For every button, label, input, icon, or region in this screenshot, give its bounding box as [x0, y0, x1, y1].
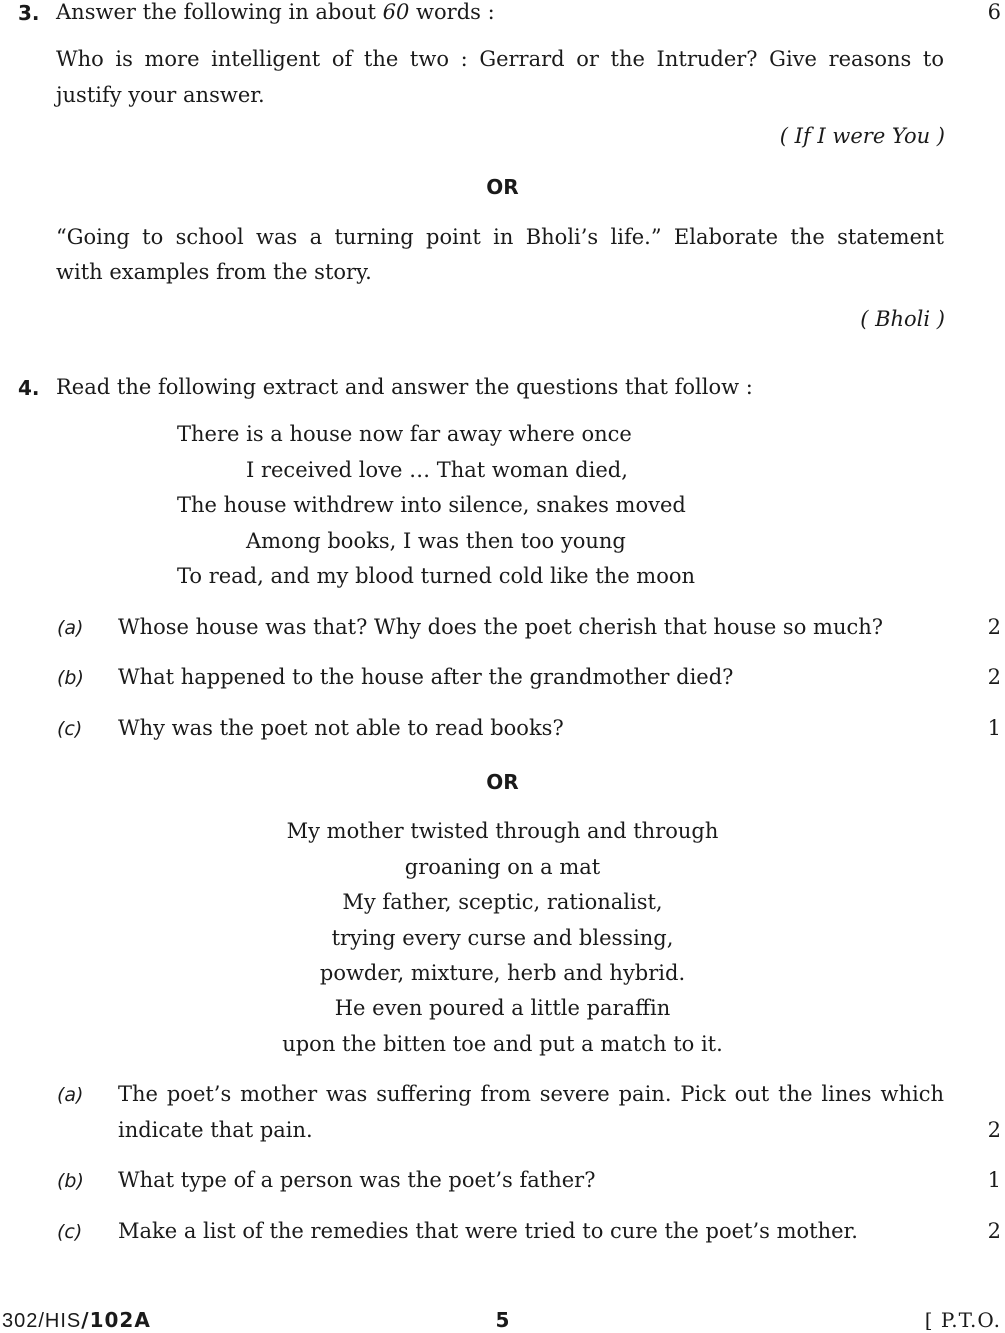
extract1-line: There is a house now far away where once: [177, 422, 632, 446]
question-number-4: 4.: [18, 376, 40, 400]
q4-2a-label: (a): [57, 1084, 84, 1106]
q4-1b-label: (b): [57, 667, 84, 689]
extract2-line: powder, mixture, herb and hybrid.: [319, 961, 686, 985]
q3-option2-line2: with examples from the story.: [56, 260, 372, 284]
q3-option1-line1: Who is more intelligent of the two : Gerrard or the Intruder? Give reasons to: [56, 47, 944, 71]
q4-2c-text: Make a list of the remedies that were tried to cure the poet’s mother.: [118, 1219, 858, 1243]
q3-marks: 6: [987, 0, 1001, 24]
pto-label: [ P.T.O.: [924, 1308, 1001, 1332]
q4-1c-text: Why was the poet not able to read books?: [118, 716, 564, 740]
q4-instruction: Read the following extract and answer the questions that follow :: [56, 375, 753, 399]
q4-1b-marks: 2: [987, 665, 1001, 689]
q4-2c-label: (c): [57, 1221, 83, 1243]
q3-instruction: [56, 0, 495, 24]
q3-option1-source: ( If I were You ): [779, 124, 945, 148]
q4-1b-text: What happened to the house after the grandmother died?: [118, 665, 734, 689]
question-number-3: 3.: [18, 1, 40, 25]
paper-code-prefix: 302/HIS: [2, 1310, 82, 1332]
q4-1a-text: Whose house was that? Why does the poet cherish that house so much?: [118, 615, 884, 639]
q4-1c-marks: 1: [987, 716, 1001, 740]
q4-2a-marks: 2: [987, 1118, 1001, 1142]
extract2-line: groaning on a mat: [404, 855, 601, 879]
extract2-line: He even poured a little paraffin: [334, 996, 671, 1020]
q3-option1-line2: justify your answer.: [56, 83, 265, 107]
q4-2a-text-line1: The poet’s mother was suffering from severe pain. Pick out the lines which: [118, 1082, 944, 1106]
q3-instruction-post: words :: [409, 0, 495, 24]
page-number: 5: [495, 1308, 510, 1332]
q4-or-divider: OR: [486, 770, 519, 794]
q4-2a-text-line2: indicate that pain.: [118, 1118, 313, 1142]
q4-2b-marks: 1: [987, 1168, 1001, 1192]
extract2-line: trying every curse and blessing,: [331, 926, 674, 950]
q4-1c-label: (c): [57, 718, 83, 740]
extract2-line: My mother twisted through and through: [286, 819, 719, 843]
q4-1a-label: (a): [57, 617, 84, 639]
q4-2b-text: What type of a person was the poet’s father?: [118, 1168, 596, 1192]
extract1-line: The house withdrew into silence, snakes moved: [177, 493, 686, 517]
extract2-line: My father, sceptic, rationalist,: [342, 890, 663, 914]
q3-option2-line1: “Going to school was a turning point in Bholi’s life.” Elaborate the statement: [56, 225, 944, 249]
q4-1a-marks: 2: [987, 615, 1001, 639]
paper-code-suffix: /102A: [81, 1308, 151, 1332]
q3-or-divider: OR: [486, 175, 519, 199]
extract2-line: upon the bitten toe and put a match to it.: [282, 1032, 723, 1056]
q3-instruction-pre: Answer the following in about: [56, 0, 383, 24]
extract1-line: Among books, I was then too young: [246, 529, 626, 553]
extract1-line: I received love … That woman died,: [246, 458, 628, 482]
extract1-line: To read, and my blood turned cold like the moon: [177, 564, 696, 588]
q3-option2-source: ( Bholi ): [860, 307, 945, 331]
q4-2b-label: (b): [57, 1170, 84, 1192]
q3-word-count: 60: [382, 0, 410, 24]
q4-2c-marks: 2: [987, 1219, 1001, 1243]
